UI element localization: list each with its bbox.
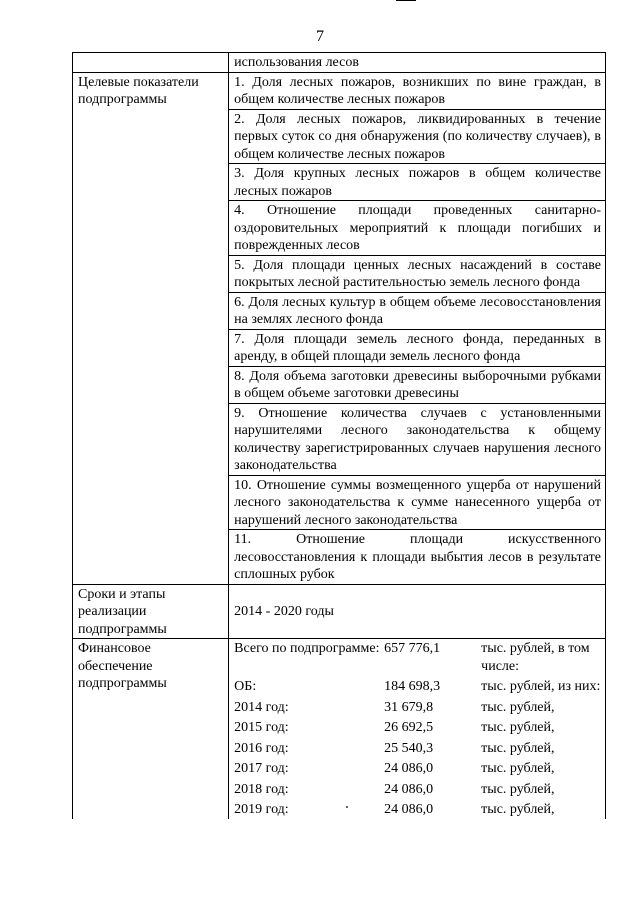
target-item-2: 2. Доля лесных пожаров, ликвидированных в течение первых суток со дня обнаружения (по количеству случаев), в общем количестве лесных пожаров bbox=[229, 109, 606, 164]
target-item-6: 6. Доля лесных культур в общем объеме лесовосстановления на землях лесного фонда bbox=[229, 292, 606, 329]
finance-line-label: 2014 год: bbox=[234, 699, 289, 715]
finance-line-amount: 31 679,8 bbox=[384, 699, 434, 715]
finance-line-amount: 184 698,3 bbox=[384, 679, 441, 694]
finance-line-unit: тыс. рублей, из них: bbox=[481, 679, 601, 694]
finance-line bbox=[234, 740, 601, 758]
scan-speck bbox=[346, 806, 348, 808]
timing-label: Сроки и этапы реализации подпрограммы bbox=[73, 584, 229, 639]
top-edge-mark bbox=[396, 0, 416, 1]
finance-line-label: ОБ: bbox=[234, 679, 257, 694]
finance-line-amount: 24 086,0 bbox=[384, 761, 434, 776]
timing-value bbox=[229, 584, 606, 639]
finance-line-unit: тыс. рублей, bbox=[481, 761, 555, 776]
finance-line-unit: тыс. рублей, bbox=[481, 781, 555, 797]
target-item-4: 4. Отношение площади проведенных санитарно-оздоровительных мероприятий к площади погибших и поврежденных лесов bbox=[229, 201, 606, 256]
table-row bbox=[73, 53, 606, 73]
finance-line-label: 2016 год: bbox=[234, 740, 289, 756]
target-item-7: 7. Доля площади земель лесного фонда, переданных в аренду, в общей площади земель лесного фонда bbox=[229, 329, 606, 366]
target-item-5: 5. Доля площади ценных лесных насаждений в составе покрытых лесной растительностью земель лесного фонда bbox=[229, 255, 606, 292]
finance-line-amount: 24 086,0 bbox=[384, 802, 434, 817]
finance-line-unit: тыс. рублей, в том числе: bbox=[481, 641, 590, 674]
finance-line-amount: 26 692,5 bbox=[384, 720, 434, 735]
finance-line-unit: тыс. рублей, bbox=[481, 699, 555, 715]
finance-line-unit: тыс. рублей, bbox=[481, 720, 555, 735]
finance-line bbox=[234, 781, 601, 799]
finance-line bbox=[234, 678, 601, 696]
finance-line bbox=[234, 640, 601, 675]
finance-line-amount: 657 776,1 bbox=[384, 641, 441, 656]
finance-line bbox=[234, 760, 601, 778]
targets-label: Целевые показатели подпрограммы bbox=[73, 72, 229, 584]
finance-line-amount: 25 540,3 bbox=[384, 740, 434, 756]
target-item-1: 1. Доля лесных пожаров, возникших по вине граждан, в общем количестве лесных пожаров bbox=[229, 72, 606, 109]
finance-line-label: Всего по подпрограмме: bbox=[234, 641, 380, 656]
finance-line-amount: 24 086,0 bbox=[384, 781, 434, 797]
timing-value-text: 2014 - 2020 годы bbox=[234, 604, 334, 619]
finance-line-label: 2017 год: bbox=[234, 761, 289, 776]
finance-line-label: 2018 год: bbox=[234, 781, 289, 797]
table-row bbox=[73, 72, 606, 109]
finance-line bbox=[234, 719, 601, 737]
target-item-8: 8. Доля объема заготовки древесины выборочными рубками в общем объеме заготовки древесины bbox=[229, 366, 606, 403]
finance-line-label: 2015 год: bbox=[234, 720, 289, 735]
target-item-9: 9. Отношение количества случаев с установленными нарушителями лесного законодательства к общему количеству зарегистрированных случаев нарушения лесного законодательства bbox=[229, 403, 606, 475]
finance-label: Финансовое обеспечение подпрограммы bbox=[73, 639, 229, 819]
finance-line-unit: тыс. рублей, bbox=[481, 740, 555, 756]
target-item-3: 3. Доля крупных лесных пожаров в общем количестве лесных пожаров bbox=[229, 164, 606, 201]
table-row bbox=[73, 639, 606, 819]
page-number: 7 bbox=[316, 28, 324, 45]
finance-line-label: 2019 год: bbox=[234, 802, 289, 817]
finance-line bbox=[234, 699, 601, 717]
subprogram-passport-table bbox=[72, 52, 606, 819]
target-item-10: 10. Отношение суммы возмещенного ущерба от нарушений лесного законодательства к сумме нанесенного ущерба от нарушений лесного законодательства bbox=[229, 475, 606, 530]
finance-line-unit: тыс. рублей, bbox=[481, 802, 555, 817]
empty-label-cell bbox=[73, 53, 229, 73]
finance-line bbox=[234, 801, 601, 819]
target-item-11: 11. Отношение площади искусственного лесовосстановления к площади выбытия лесов в результате сплошных рубок bbox=[229, 530, 606, 585]
finance-content bbox=[229, 639, 606, 819]
table-row bbox=[73, 584, 606, 639]
continuation-text: использования лесов bbox=[229, 53, 606, 73]
